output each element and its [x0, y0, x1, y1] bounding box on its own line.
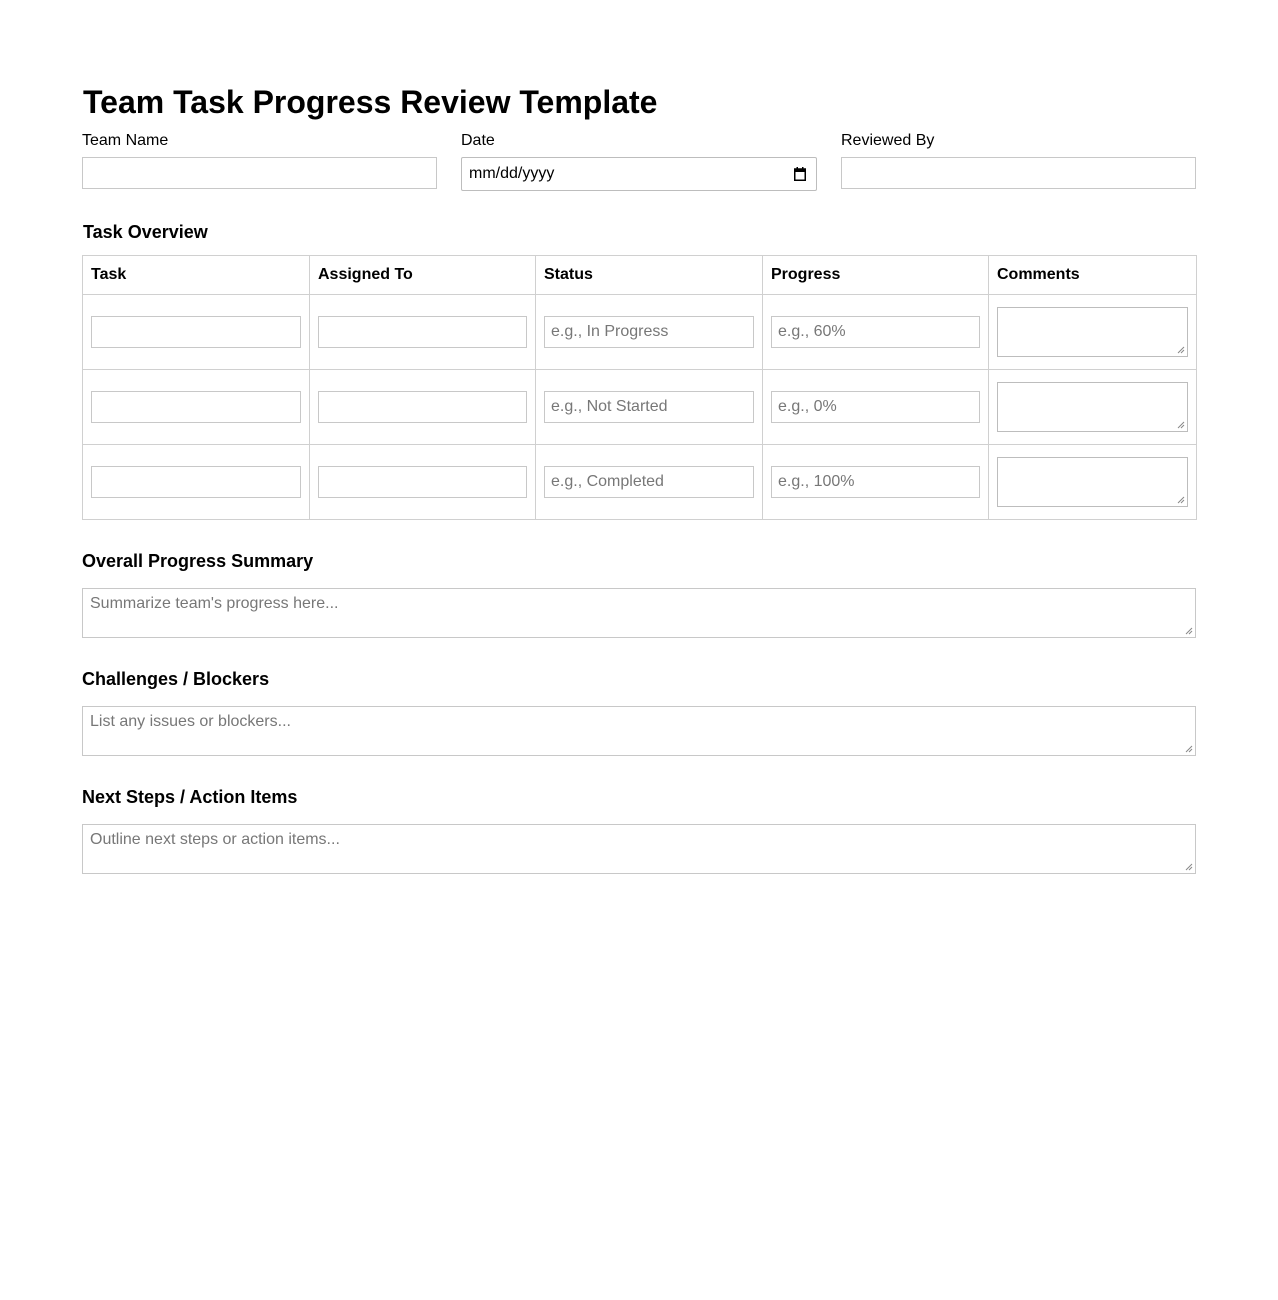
progress-input[interactable]: [771, 466, 980, 498]
reviewed-by-input[interactable]: [841, 157, 1196, 189]
date-label: Date: [461, 132, 495, 149]
resize-grip-icon[interactable]: [1177, 421, 1185, 429]
resize-grip-icon[interactable]: [1185, 627, 1193, 635]
column-header-assigned-to: Assigned To: [310, 256, 536, 295]
summary-textarea[interactable]: [82, 588, 1196, 638]
date-value: mm/dd/yyyy: [469, 165, 555, 182]
team-name-input[interactable]: [82, 157, 437, 189]
task-input[interactable]: [91, 391, 301, 423]
table-row: [83, 445, 1197, 520]
challenges-heading: Challenges / Blockers: [82, 669, 270, 689]
column-header-progress: Progress: [763, 256, 989, 295]
progress-input[interactable]: [771, 316, 980, 348]
progress-input[interactable]: [771, 391, 980, 423]
team-name-field: [82, 132, 437, 150]
resize-grip-icon[interactable]: [1185, 745, 1193, 753]
comments-textarea[interactable]: [997, 457, 1188, 507]
status-input[interactable]: [544, 316, 754, 348]
assigned-to-input[interactable]: [318, 316, 527, 348]
column-header-status: Status: [536, 256, 763, 295]
assigned-to-input[interactable]: [318, 391, 527, 423]
date-field: [461, 132, 816, 182]
assigned-to-cell: [310, 295, 536, 370]
comments-textarea[interactable]: [997, 307, 1188, 357]
task-cell: [83, 295, 310, 370]
challenges-textarea[interactable]: [82, 706, 1196, 756]
summary-heading: Overall Progress Summary: [82, 551, 314, 571]
task-cell: [83, 370, 310, 445]
challenges-placeholder: List any issues or blockers...: [90, 713, 291, 730]
team-name-label: Team Name: [82, 132, 169, 149]
table-row: [83, 370, 1197, 445]
status-cell: [536, 445, 763, 520]
reviewed-by-label: Reviewed By: [841, 132, 935, 149]
next-steps-placeholder: Outline next steps or action items...: [90, 831, 340, 848]
status-cell: [536, 370, 763, 445]
task-cell: [83, 445, 310, 520]
table-header-row: [83, 256, 1197, 295]
summary-placeholder: Summarize team's progress here...: [90, 595, 339, 612]
next-steps-heading: Next Steps / Action Items: [82, 787, 298, 807]
assigned-to-input[interactable]: [318, 466, 527, 498]
date-input[interactable]: [461, 157, 817, 191]
comments-cell: [989, 295, 1197, 370]
assigned-to-cell: [310, 445, 536, 520]
task-overview-table: [82, 255, 1197, 520]
calendar-icon[interactable]: [794, 167, 806, 181]
status-input[interactable]: [544, 391, 754, 423]
column-header-task: Task: [83, 256, 310, 295]
resize-grip-icon[interactable]: [1185, 863, 1193, 871]
comments-cell: [989, 370, 1197, 445]
reviewed-by-field: [841, 132, 1196, 150]
comments-cell: [989, 445, 1197, 520]
comments-textarea[interactable]: [997, 382, 1188, 432]
next-steps-textarea[interactable]: [82, 824, 1196, 874]
table-row: [83, 295, 1197, 370]
page-title: Team Task Progress Review Template: [83, 84, 658, 120]
status-input[interactable]: [544, 466, 754, 498]
task-input[interactable]: [91, 316, 301, 348]
status-cell: [536, 295, 763, 370]
resize-grip-icon[interactable]: [1177, 346, 1185, 354]
column-header-comments: Comments: [989, 256, 1197, 295]
progress-cell: [763, 445, 989, 520]
task-input[interactable]: [91, 466, 301, 498]
progress-cell: [763, 370, 989, 445]
task-overview-heading: Task Overview: [83, 222, 208, 242]
assigned-to-cell: [310, 370, 536, 445]
progress-cell: [763, 295, 989, 370]
resize-grip-icon[interactable]: [1177, 496, 1185, 504]
